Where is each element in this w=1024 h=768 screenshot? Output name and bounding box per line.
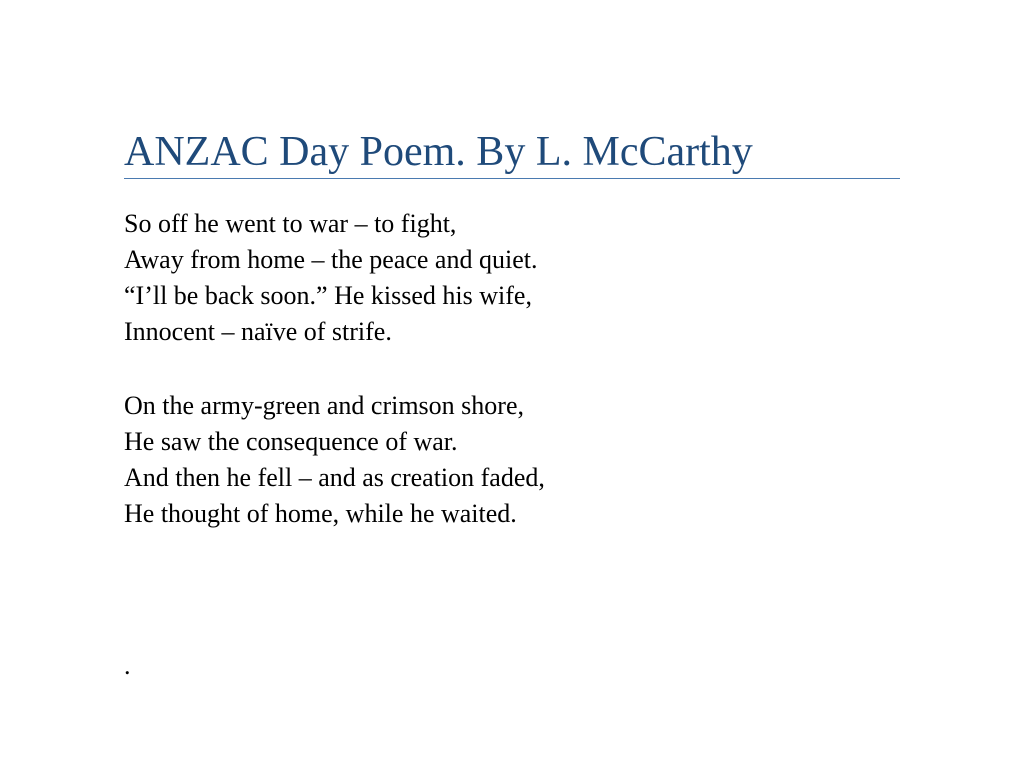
poem-line: On the army-green and crimson shore, [124, 391, 524, 420]
slide-title: ANZAC Day Poem. By L. McCarthy [124, 129, 753, 175]
title-divider [124, 178, 900, 179]
poem-line: So off he went to war – to fight, [124, 209, 457, 238]
poem-stanza-2 [124, 388, 884, 532]
poem-line: Innocent – naïve of strife. [124, 317, 392, 346]
poem-line: Away from home – the peace and quiet. [124, 245, 538, 274]
poem-stanza-1 [124, 206, 884, 350]
poem-line: And then he fell – and as creation faded, [124, 463, 545, 492]
poem-line: He saw the consequence of war. [124, 427, 458, 456]
poem-line: “I’ll be back soon.” He kissed his wife, [124, 281, 532, 310]
trailing-text: . [124, 651, 131, 680]
poem-line: He thought of home, while he waited. [124, 499, 517, 528]
poem-body [124, 206, 884, 570]
